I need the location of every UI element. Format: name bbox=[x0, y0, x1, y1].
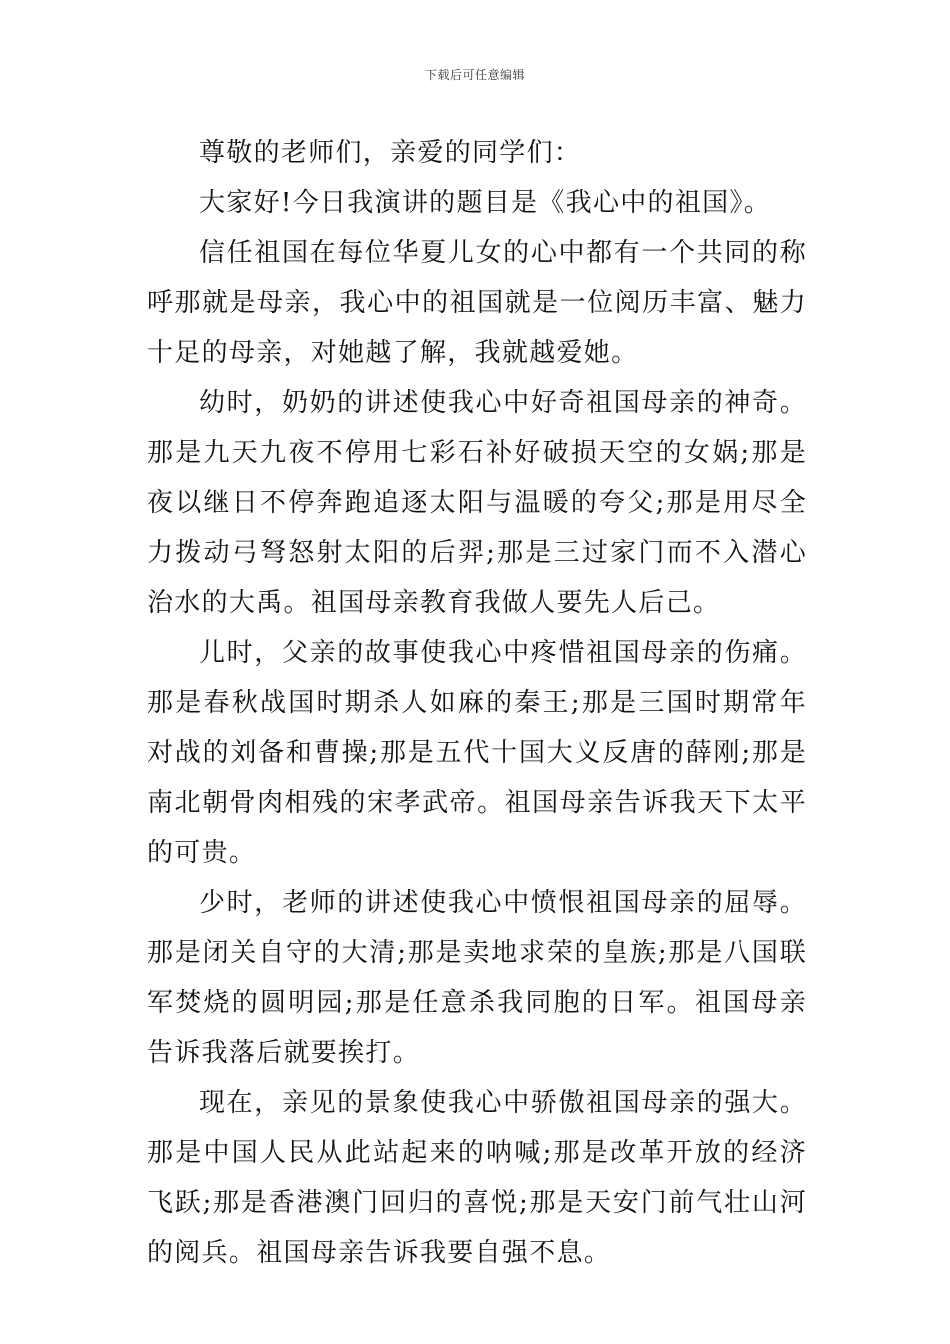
greeting-paragraph: 大家好!今日我演讲的题目是《我心中的祖国》。 bbox=[199, 188, 772, 218]
intro-paragraph: 信任祖国在每位华夏儿女的心中都有一个共同的称呼那就是母亲，我心中的祖国就是一位阅历丰富、魅力十足的母亲，对她越了解，我就越爱她。 bbox=[147, 238, 807, 368]
school-years-paragraph: 少时，老师的讲述使我心中愤恨祖国母亲的屈辱。那是闭关自守的大清;那是卖地求荣的皇族;那是八国联军焚烧的圆明园;那是任意杀我同胞的日军。祖国母亲告诉我落后就要挨打。 bbox=[147, 888, 807, 1068]
document-body bbox=[147, 128, 807, 1278]
salutation-paragraph: 尊敬的老师们，亲爱的同学们： bbox=[199, 138, 582, 168]
page-header: 下载后可任意编辑 bbox=[424, 68, 525, 82]
childhood-paragraph: 幼时，奶奶的讲述使我心中好奇祖国母亲的神奇。那是九天九夜不停用七彩石补好破损天空的女娲;那是夜以继日不停奔跑追逐太阳与温暖的夸父;那是用尽全力拨动弓弩怒射太阳的后羿;那是三过家门而不入潜心治水的大禹。祖国母亲教育我做人要先人后己。 bbox=[147, 388, 807, 618]
youth-paragraph: 儿时，父亲的故事使我心中疼惜祖国母亲的伤痛。那是春秋战国时期杀人如麻的秦王;那是三国时期常年对战的刘备和曹操;那是五代十国大义反唐的薛刚;那是南北朝骨肉相残的宋孝武帝。祖国母亲告诉我天下太平的可贵。 bbox=[147, 638, 807, 868]
present-paragraph: 现在，亲见的景象使我心中骄傲祖国母亲的强大。那是中国人民从此站起来的呐喊;那是改革开放的经济飞跃;那是香港澳门回归的喜悦;那是天安门前气壮山河的阅兵。祖国母亲告诉我要自强不息。 bbox=[147, 1088, 807, 1268]
